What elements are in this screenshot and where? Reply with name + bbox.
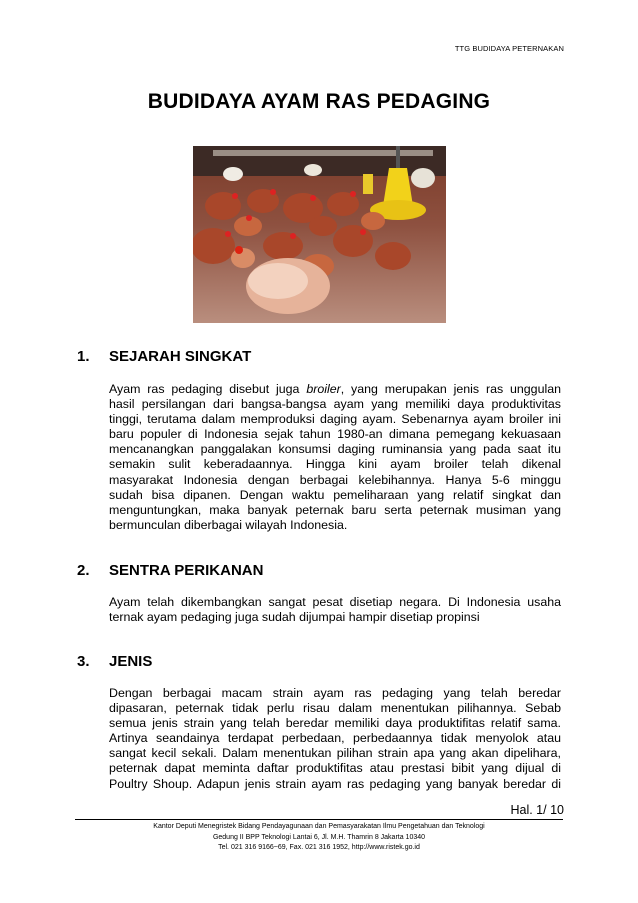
section-paragraph-1 bbox=[109, 382, 561, 533]
paragraph-line: peternak dapat meminta daftar produktifitas atau prestasi bibit yang dijual di bbox=[109, 761, 561, 776]
paragraph-line: menguntungkan, maka banyak peternak baru serta peternak musiman yang bbox=[109, 502, 561, 517]
paragraph-line: dipasaran, peternak tidak perlu risau dalam menentukan pilihannya. Sebab bbox=[109, 701, 561, 716]
paragraph-line: hasil persilangan dari bangsa-bangsa ayam yang memiliki daya produktivitas bbox=[109, 397, 561, 412]
section-heading-1 bbox=[77, 348, 251, 365]
footer-divider bbox=[75, 819, 563, 820]
section-heading-2 bbox=[77, 562, 263, 579]
document-title: BUDIDAYA AYAM RAS PEDAGING bbox=[147, 90, 491, 113]
paragraph-line: Poultry Shoup. Adapun jenis strain ayam ras pedaging yang banyak beredar di bbox=[109, 776, 561, 791]
section-number: 2. bbox=[77, 562, 90, 579]
paragraph-line: semakin sulit keberadaannya. Hingga kini ayam broiler telah dikenal bbox=[109, 457, 561, 472]
footer-line-3: Tel. 021 316 9166~69, Fax. 021 316 1952, http://www.ristek.go.id bbox=[218, 844, 420, 851]
section-title: SENTRA PERIKANAN bbox=[109, 562, 264, 579]
paragraph-line: Ayam telah dikembangkan sangat pesat disetiap negara. Di Indonesia usaha bbox=[109, 595, 561, 609]
paragraph-line: sudah bisa dipanen. Dengan waktu pemeliharaan yang relatif singkat dan bbox=[109, 487, 561, 502]
paragraph-line: baru populer di Indonesia sejak tahun 1980-an dimana pemegang kekuasaan bbox=[109, 427, 561, 442]
paragraph-line: mencanangkan panggalakan konsumsi daging ruminansia yang pada saat itu bbox=[109, 442, 561, 457]
footer bbox=[0, 822, 638, 854]
paragraph-line: Ayam ras pedaging disebut juga broiler, yang merupakan jenis ras unggulan bbox=[109, 382, 562, 396]
paragraph-line: masyarakat Indonesia dengan berbagai kelebihannya. Hanya 5-6 minggu bbox=[109, 472, 561, 487]
footer-line-1: Kantor Deputi Menegristek Bidang Pendayagunaan dan Pemasyarakatan Ilmu Pengetahuan dan Teknologi bbox=[153, 823, 485, 830]
section-paragraph-2 bbox=[109, 595, 561, 625]
section-heading-3 bbox=[77, 653, 152, 670]
running-header: TTG BUDIDAYA PETERNAKAN bbox=[454, 44, 564, 53]
chicken-photo bbox=[193, 146, 446, 323]
paragraph-line: ternak ayam pedaging juga sudah dijumpai hampir disetiap propinsi bbox=[109, 610, 480, 625]
paragraph-line: sangat kecil sekali. Dalam menentukan pilihan strain apa yang akan dipelihara, bbox=[109, 746, 561, 761]
paragraph-line: Artinya seandainya terdapat perbedaan, perbedaannya tidak menyolok atau bbox=[109, 731, 561, 746]
paragraph-line: semua jenis strain yang telah beredar memiliki daya produktifitas relatif sama. bbox=[109, 716, 561, 731]
footer-line-2: Gedung II BPP Teknologi Lantai 6, Jl. M.H. Thamrin 8 Jakarta 10340 bbox=[212, 833, 426, 841]
section-number: 1. bbox=[77, 348, 90, 365]
section-title: JENIS bbox=[109, 653, 153, 670]
page-number: Hal. 1/ 10 bbox=[510, 803, 564, 817]
section-paragraph-3 bbox=[109, 686, 561, 792]
italic-term: broiler bbox=[306, 382, 341, 396]
section-number: 3. bbox=[77, 653, 90, 670]
paragraph-line: tinggi, terutama dalam memproduksi daging ayam. Sebenarnya ayam broiler ini bbox=[109, 412, 561, 427]
section-title: SEJARAH SINGKAT bbox=[109, 348, 252, 365]
paragraph-line: Dengan berbagai macam strain ayam ras pedaging yang telah beredar bbox=[109, 686, 561, 700]
paragraph-line: bermunculan diberbagai wilayah Indonesia. bbox=[109, 517, 348, 532]
